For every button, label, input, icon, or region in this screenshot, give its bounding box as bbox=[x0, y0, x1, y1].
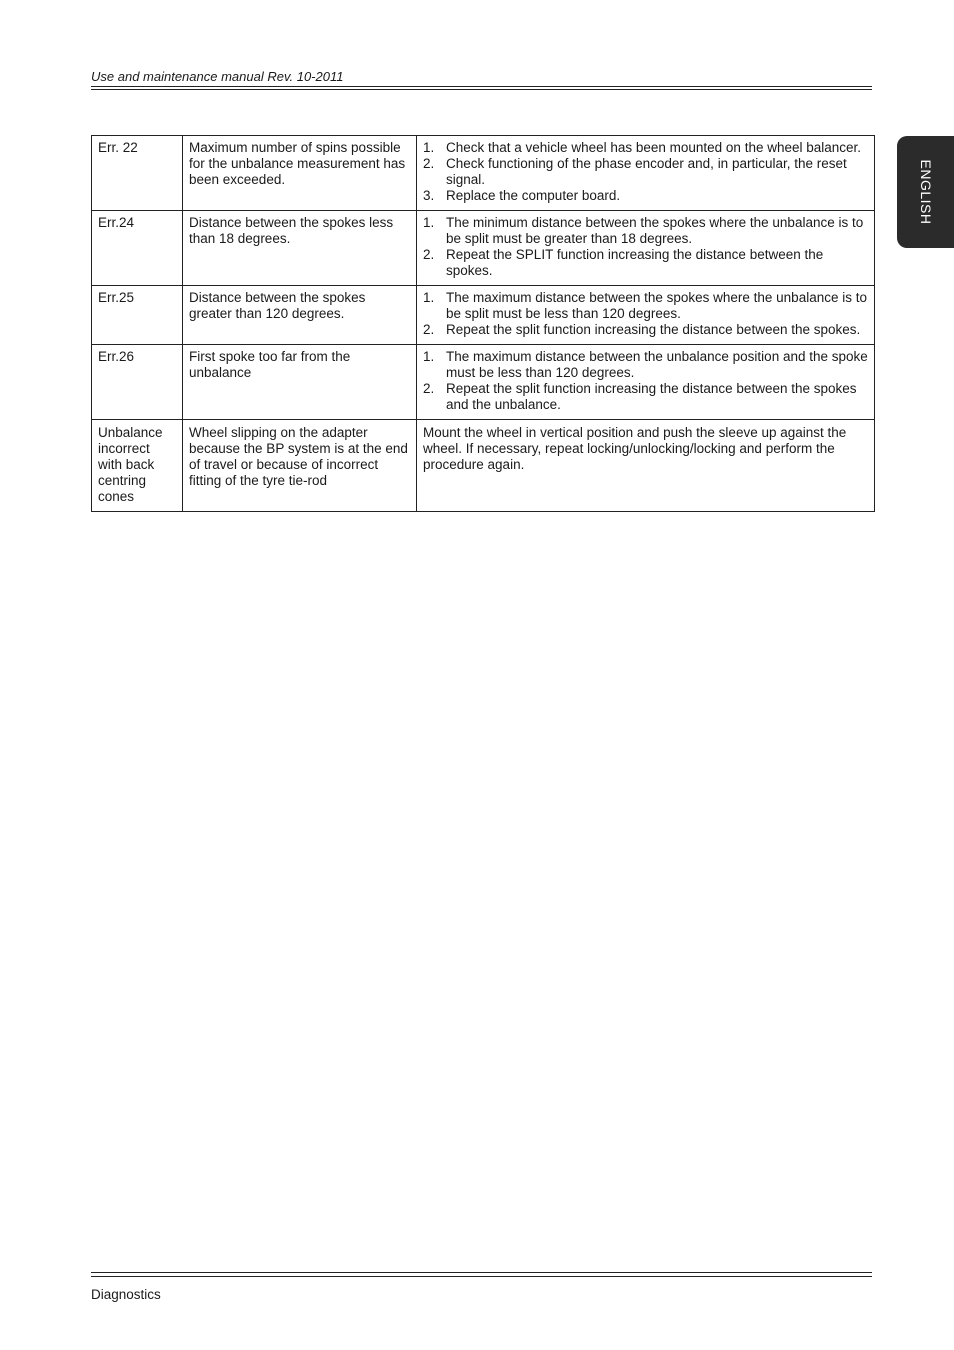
list-item bbox=[423, 156, 868, 188]
diagnostics-table bbox=[91, 135, 875, 512]
list-text: The minimum distance between the spokes where the unbalance is to be split must be greater than 18 degrees. bbox=[446, 215, 864, 246]
list-item bbox=[423, 215, 868, 247]
list-text: Check that a vehicle wheel has been mounted on the wheel balancer. bbox=[446, 140, 862, 155]
table-row bbox=[92, 136, 875, 211]
language-tab-label: ENGLISH bbox=[917, 159, 934, 225]
header-rule-bottom bbox=[91, 89, 872, 90]
list-item bbox=[423, 140, 868, 156]
error-remedy bbox=[417, 286, 875, 345]
list-text: Check functioning of the phase encoder and, in particular, the reset signal. bbox=[446, 156, 847, 187]
error-cause: Distance between the spokes greater than 120 degrees. bbox=[183, 286, 417, 345]
error-code: Err.24 bbox=[92, 211, 183, 286]
list-item bbox=[423, 247, 868, 279]
table-row bbox=[92, 211, 875, 286]
remedy-list bbox=[423, 290, 868, 338]
list-text: Repeat the split function increasing the distance between the spokes and the unbalance. bbox=[446, 381, 857, 412]
error-cause: Distance between the spokes less than 18 degrees. bbox=[183, 211, 417, 286]
remedy-list bbox=[423, 215, 868, 279]
list-number: 2. bbox=[423, 322, 435, 337]
table-row bbox=[92, 420, 875, 512]
list-item bbox=[423, 349, 868, 381]
list-number: 2. bbox=[423, 247, 435, 262]
list-text: Repeat the split function increasing the distance between the spokes. bbox=[446, 322, 861, 337]
list-item bbox=[423, 290, 868, 322]
list-number: 3. bbox=[423, 188, 435, 203]
list-text: Replace the computer board. bbox=[446, 188, 621, 203]
remedy-list bbox=[423, 349, 868, 413]
error-code: Unbalance incorrect with back centring cones bbox=[92, 420, 183, 512]
table-row bbox=[92, 345, 875, 420]
error-remedy bbox=[417, 345, 875, 420]
list-text: The maximum distance between the unbalance position and the spoke must be less than 120 degrees. bbox=[446, 349, 868, 380]
header-title: Use and maintenance manual Rev. 10-2011 bbox=[91, 69, 344, 84]
list-number: 2. bbox=[423, 156, 435, 171]
list-number: 1. bbox=[423, 349, 435, 364]
error-remedy: Mount the wheel in vertical position and push the sleeve up against the wheel. If necessary, repeat locking/unlocking/locking and perform the procedure again. bbox=[417, 420, 875, 512]
header-rule-top bbox=[91, 86, 872, 87]
list-number: 1. bbox=[423, 215, 435, 230]
footer-rule-top bbox=[91, 1272, 872, 1273]
error-cause: First spoke too far from the unbalance bbox=[183, 345, 417, 420]
list-item bbox=[423, 381, 868, 413]
error-cause: Wheel slipping on the adapter because the BP system is at the end of travel or because of incorrect fitting of the tyre tie-rod bbox=[183, 420, 417, 512]
list-number: 1. bbox=[423, 140, 435, 155]
error-code: Err.26 bbox=[92, 345, 183, 420]
list-text: The maximum distance between the spokes where the unbalance is to be split must be less than 120 degrees. bbox=[446, 290, 867, 321]
error-cause: Maximum number of spins possible for the unbalance measurement has been exceeded. bbox=[183, 136, 417, 211]
list-item bbox=[423, 322, 868, 338]
table-row bbox=[92, 286, 875, 345]
list-number: 1. bbox=[423, 290, 435, 305]
error-code: Err.25 bbox=[92, 286, 183, 345]
list-text: Repeat the SPLIT function increasing the distance between the spokes. bbox=[446, 247, 824, 278]
list-item bbox=[423, 188, 868, 204]
remedy-list bbox=[423, 140, 868, 204]
list-number: 2. bbox=[423, 381, 435, 396]
error-code: Err. 22 bbox=[92, 136, 183, 211]
error-remedy bbox=[417, 211, 875, 286]
language-tab bbox=[897, 136, 954, 248]
error-remedy bbox=[417, 136, 875, 211]
footer-section: Diagnostics bbox=[91, 1287, 161, 1302]
footer-rule-bottom bbox=[91, 1276, 872, 1277]
